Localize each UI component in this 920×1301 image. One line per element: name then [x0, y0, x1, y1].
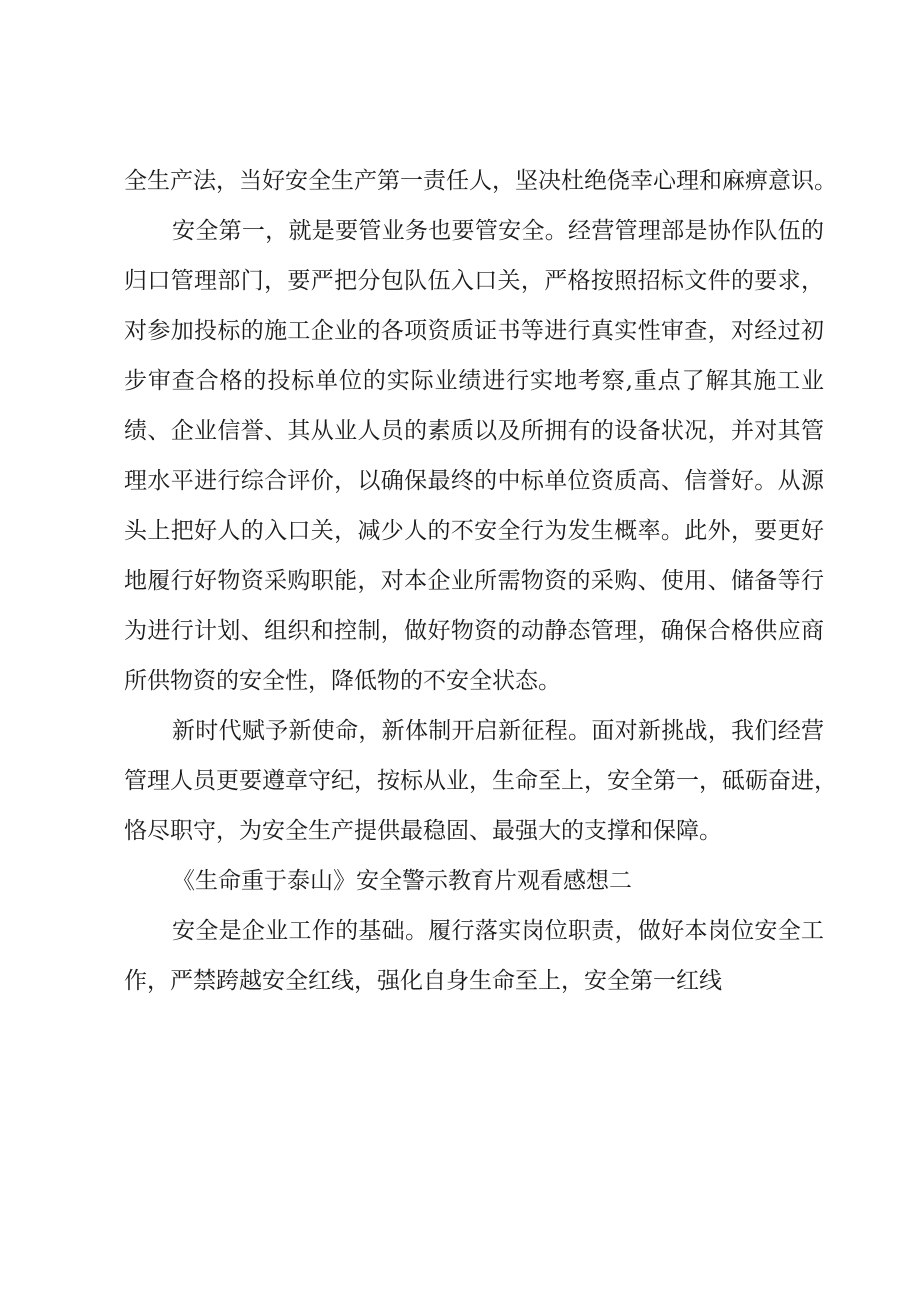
paragraph-line: 作，严禁跨越安全红线，强化自身生命至上，安全第一红线: [124, 968, 722, 994]
paragraph-line: 安全是企业工作的基础。履行落实岗位职责，做好本岗位安全工: [172, 918, 824, 944]
paragraph-line: 安全第一，就是要管业务也要管安全。经营管理部是协作队伍的: [172, 218, 824, 244]
paragraph-line: 绩、企业信誉、其从业人员的素质以及所拥有的设备状况，并对其管: [124, 418, 824, 444]
paragraph-line: 理水平进行综合评价，以确保最终的中标单位资质高、信誉好。从源: [124, 468, 824, 494]
paragraph-line: 步审查合格的投标单位的实际业绩进行实地考察,重点了解其施工业: [124, 368, 824, 394]
paragraph-line: 为进行计划、组织和控制，做好物资的动静态管理，确保合格供应商: [124, 618, 824, 644]
paragraph-line: 新时代赋予新使命，新体制开启新征程。面对新挑战，我们经营: [172, 718, 824, 744]
paragraph-line: 归口管理部门，要严把分包队伍入口关，严格按照招标文件的要求，: [124, 268, 824, 294]
paragraph-line: 全生产法，当好安全生产第一责任人，坚决杜绝侥幸心理和麻痹意识。: [124, 168, 837, 194]
paragraph-line: 恪尽职守，为安全生产提供最稳固、最强大的支撑和保障。: [124, 818, 722, 844]
paragraph-line: 对参加投标的施工企业的各项资质证书等进行真实性审查，对经过初: [124, 318, 824, 344]
paragraph-line: 管理人员更要遵章守纪，按标从业，生命至上，安全第一，砥砺奋进，: [124, 768, 837, 794]
section-title: 《生命重于泰山》安全警示教育片观看感想二: [172, 868, 632, 894]
paragraph-line: 头上把好人的入口关，减少人的不安全行为发生概率。此外，要更好: [124, 518, 824, 544]
paragraph-line: 所供物资的安全性，降低物的不安全状态。: [124, 668, 561, 694]
paragraph-line: 地履行好物资采购职能，对本企业所需物资的采购、使用、储备等行: [124, 568, 824, 594]
